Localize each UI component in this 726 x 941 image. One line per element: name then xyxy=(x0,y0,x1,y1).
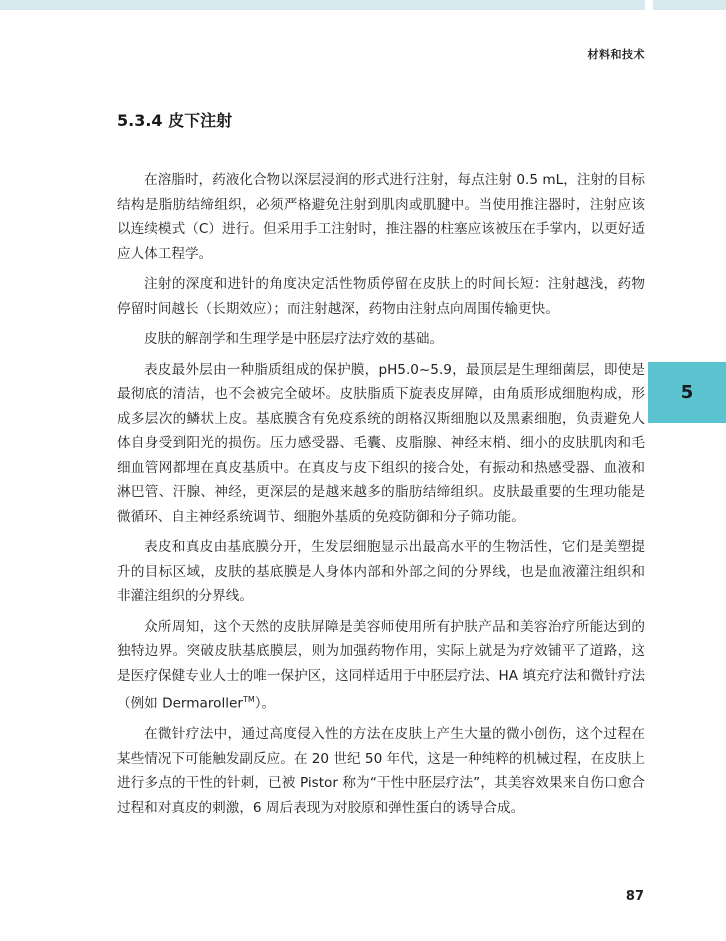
trademark-symbol: TM xyxy=(242,695,255,704)
body-text xyxy=(117,168,645,826)
chapter-number: 5 xyxy=(680,382,694,403)
paragraph: 表皮最外层由一种脂质组成的保护膜，pH5.0~5.9，最顶层是生理细菌层，即使是最彻底的清洁，也不会被完全破坏。皮肤脂质下旋表皮屏障，由角质形成细胞构成，形成多层次的鳞状上皮。基底膜含有免疫系统的朗格汉斯细胞以及黑素细胞，负责避免人体自身受到阳光的损伤。压力感受器、毛囊、皮脂腺、神经末梢、细小的皮肤肌肉和毛细血管网都埋在真皮基质中。在真皮与皮下组织的接合处，有振动和热感受器、血液和淋巴管、汗腺、神经，更深层的是越来越多的脂肪结缔组织。皮肤最重要的生理功能是微循环、自主神经系统调节、细胞外基质的免疫防御和分子筛功能。 xyxy=(117,361,645,525)
running-head: 材料和技术 xyxy=(587,48,645,61)
paragraph-text: 众所周知，这个天然的皮肤屏障是美容师使用所有护肤产品和美容治疗所能达到的独特边界。突破皮肤基底膜层，则为加强药物作用，实际上就是为疗效铺平了道路，这是医疗保健专业人士的唯一保护区，这同样适用于中胚层疗法、HA 填充疗法和微针疗法（例如 Dermaroller xyxy=(117,618,645,712)
paragraph: 在微针疗法中，通过高度侵入性的方法在皮肤上产生大量的微小创伤，这个过程在某些情况下可能触发副反应。在 20 世纪 50 年代，这是一种纯粹的机械过程，在皮肤上进行多点的干性的针刺，已被 Pistor 称为“干性中胚层疗法”，其美容效果来自伤口愈合过程和对真皮的刺激，6 周后表现为对胶原和弹性蛋白的诱导合成。 xyxy=(117,726,645,816)
chapter-tab xyxy=(648,362,726,423)
section-title: 5.3.4 皮下注射 xyxy=(117,111,233,130)
top-decorative-bar-right xyxy=(653,0,726,10)
paragraph: 皮肤的解剖学和生理学是中胚层疗法疗效的基础。 xyxy=(144,331,444,347)
top-decorative-bar xyxy=(0,0,645,10)
paragraph: 在溶脂时，药液化合物以深层浸润的形式进行注射，每点注射 0.5 mL，注射的目标结构是脂肪结缔组织，必须严格避免注射到肌肉或肌腱中。当使用推注器时，注射应该以连续模式（C）进行。但采用手工注射时，推注器的柱塞应该被压在手掌内，以更好适应人体工程学。 xyxy=(117,172,645,262)
paragraph: 注射的深度和进针的角度决定活性物质停留在皮肤上的时间长短：注射越浅，药物停留时间越长（长期效应）；而注射越深，药物由注射点向周围传输更快。 xyxy=(117,276,645,317)
paragraph: 表皮和真皮由基底膜分开，生发层细胞显示出最高水平的生物活性，它们是美塑提升的目标区域，皮肤的基底膜是人身体内部和外部之间的分界线，也是血液灌注组织和非灌注组织的分界线。 xyxy=(117,539,645,604)
page-number: 87 xyxy=(625,889,644,904)
paragraph-with-trademark xyxy=(117,615,645,717)
paragraph-tail: ）。 xyxy=(254,695,276,712)
